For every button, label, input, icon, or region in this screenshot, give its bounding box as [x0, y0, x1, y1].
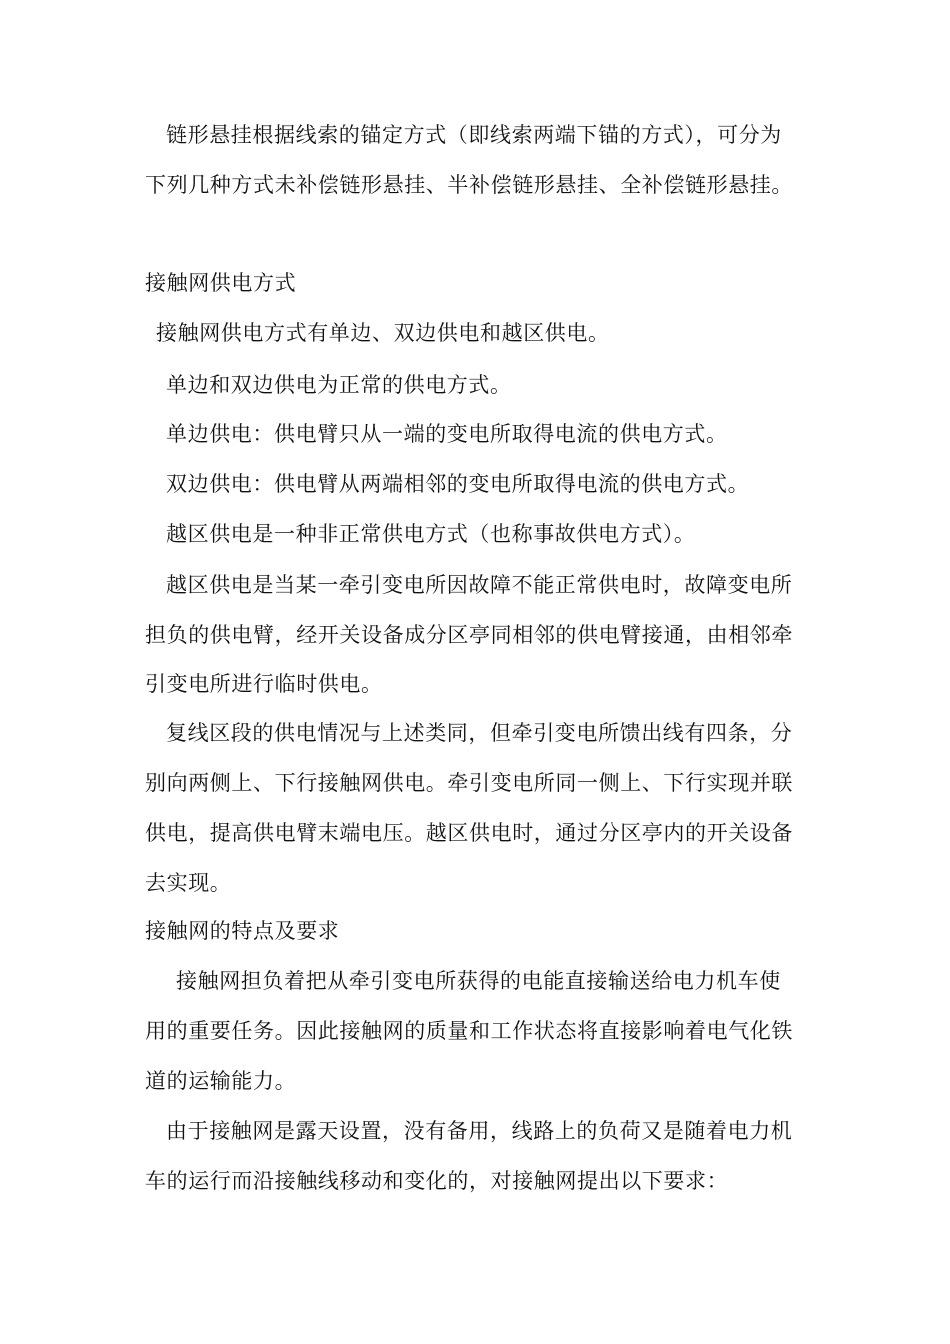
paragraph-line: 接触网担负着把从牵引变电所获得的电能直接输送给电力机车使 [176, 969, 781, 993]
paragraph-line: 下列几种方式未补偿链形悬挂、半补偿链形悬挂、全补偿链形悬挂。 [145, 173, 793, 197]
section-heading: 接触网供电方式 [145, 271, 297, 295]
paragraph-line: 去实现。 [145, 871, 232, 895]
paragraph-line: 引变电所进行临时供电。 [145, 672, 383, 696]
paragraph-line: 复线区段的供电情况与上述类同，但牵引变电所馈出线有四条，分 [166, 721, 793, 745]
paragraph-line: 供电，提高供电臂末端电压。越区供电时，通过分区亭内的开关设备 [145, 821, 793, 845]
paragraph-line: 单边和双边供电为正常的供电方式。 [166, 373, 512, 397]
paragraph-line: 用的重要任务。因此接触网的质量和工作状态将直接影响着电气化铁 [145, 1019, 793, 1043]
paragraph-line: 越区供电是一种非正常供电方式（也称事故供电方式）。 [166, 522, 696, 546]
paragraph-line: 担负的供电臂，经开关设备成分区亭同相邻的供电臂接通，由相邻牵 [145, 623, 793, 647]
paragraph-line: 车的运行而沿接触线移动和变化的，对接触网提出以下要求： [145, 1169, 729, 1193]
paragraph-line: 越区供电是当某一牵引变电所因故障不能正常供电时，故障变电所 [166, 573, 793, 597]
paragraph-line: 链形悬挂根据线索的锚定方式（即线索两端下锚的方式），可分为 [166, 123, 782, 147]
paragraph-line: 接触网供电方式有单边、双边供电和越区供电。 [156, 321, 610, 345]
section-heading: 接触网的特点及要求 [145, 919, 340, 943]
paragraph-line: 道的运输能力。 [145, 1069, 297, 1093]
paragraph-line: 单边供电：供电臂只从一端的变电所取得电流的供电方式。 [166, 422, 728, 446]
paragraph-line: 由于接触网是露天设置，没有备用，线路上的负荷又是随着电力机 [166, 1119, 793, 1143]
paragraph-line: 别向两侧上、下行接触网供电。牵引变电所同一侧上、下行实现并联 [145, 771, 793, 795]
paragraph-line: 双边供电：供电臂从两端相邻的变电所取得电流的供电方式。 [166, 472, 750, 496]
